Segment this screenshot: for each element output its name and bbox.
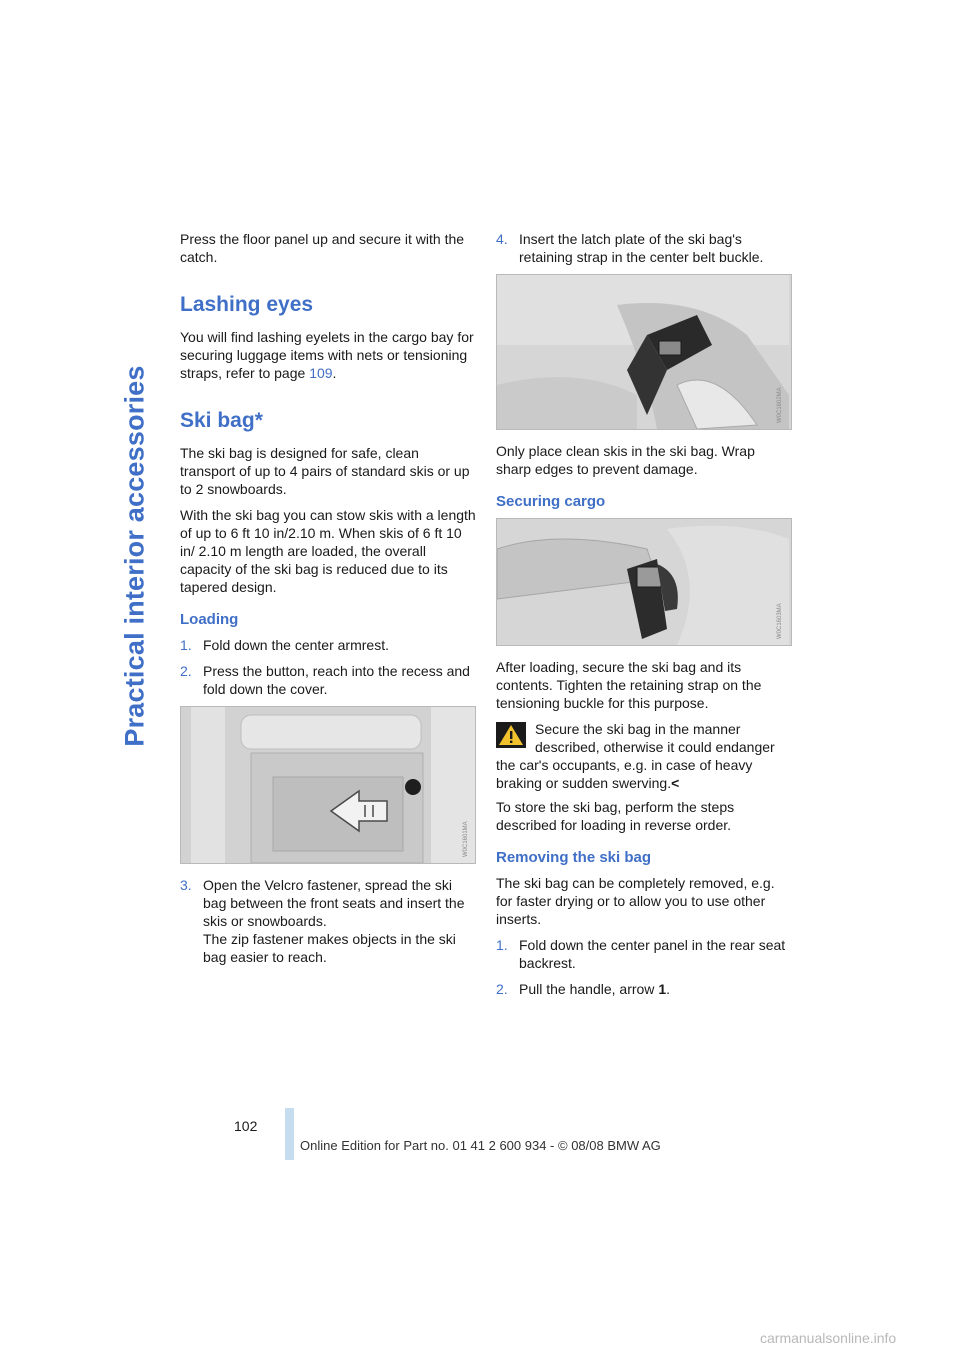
step-number: 4. [496,231,508,247]
step-number: 2. [496,981,508,997]
ski-bag-paragraph-1: The ski bag is designed for safe, clean transport of up to 4 pairs of standard skis or up to 2 snowboards. [180,445,470,497]
securing-cargo-heading: Securing cargo [496,493,606,510]
step-text: Fold down the center armrest. [203,637,389,653]
step-text: Fold down the center panel in the rear seat backrest. [519,937,786,971]
left-column [180,230,476,974]
arrow-number: 1 [658,981,667,997]
step-text: Open the Velcro fastener, spread the ski bag between the front seats and insert the skis or snowboards. [203,877,465,929]
securing-paragraph: After loading, secure the ski bag and its contents. Tighten the retaining strap on the tensioning buckle for this purpose. [496,659,762,711]
removing-paragraph: The ski bag can be completely removed, e.g. for faster drying or to allow you to use other inserts. [496,875,775,927]
step-note: The zip fastener makes objects in the ski bag easier to reach. [203,931,456,965]
step-number: 3. [180,877,192,893]
warning-text-first: Secure the ski bag in the manner described, otherwise it could endanger [535,721,775,755]
ski-bag-paragraph-2: With the ski bag you can stow skis with a length of up to 6 ft 10 in/2.10 m. When skis of 6 ft 10 in/ 2.10 m length are loaded, the overall capacity of the ski bag is reduced due to its tapered design. [180,507,476,595]
removing-step-2 [496,980,792,998]
loading-step-1 [180,636,476,654]
intro-paragraph: Press the floor panel up and secure it with the catch. [180,231,465,265]
step-text: Insert the latch plate of the ski bag's retaining strap in the center belt buckle. [519,231,764,265]
lashing-eyes-heading: Lashing eyes [180,293,314,316]
step-number: 2. [180,663,192,679]
figure-code: W0C1602MA [777,387,783,423]
loading-step-3 [180,876,476,966]
removing-ski-bag-heading: Removing the ski bag [496,849,652,866]
lashing-text: You will find lashing eyelets in the cargo bay for securing luggage items with nets or tensioning straps, refer to page [180,329,474,381]
loading-step-2 [180,662,476,698]
footer-accent-bar [285,1108,294,1160]
lashing-text-end: . [332,365,337,381]
removing-step-1 [496,936,792,972]
watermark: carmanualsonline.info [760,1330,897,1346]
step-text: Press the button, reach into the recess and fold down the cover. [203,663,470,697]
store-paragraph: To store the ski bag, perform the steps described for loading in reverse order. [496,799,735,833]
end-of-warning-mark: < [671,775,680,791]
warning-triangle-icon [496,722,526,748]
side-section-title-text: Practical interior accessories [119,365,150,747]
figure-code: W0C1603MA [777,603,783,639]
step-number: 1. [180,637,192,653]
warning-block [496,720,792,792]
figure-code: W0C1601MA [463,821,469,857]
loading-heading: Loading [180,611,239,628]
edition-notice: Online Edition for Part no. 01 41 2 600 934 - © 08/08 BMW AG [300,1138,661,1153]
tension-strap-illustration [496,518,792,646]
clean-skis-paragraph: Only place clean skis in the ski bag. Wrap sharp edges to prevent damage. [496,443,755,477]
step-text-end: . [666,981,670,997]
side-section-title [112,36,158,1076]
page-number: 102 [234,1118,258,1134]
step-number: 1. [496,937,508,953]
armrest-illustration [180,706,476,864]
lashing-eyes-paragraph [180,328,476,382]
loading-step-4 [496,230,792,266]
belt-buckle-illustration [496,274,792,430]
right-column [496,230,792,1006]
step-text: Pull the handle, arrow [519,981,659,997]
warning-text: the car's occupants, e.g. in case of heavy braking or sudden swerving. [496,757,753,791]
ski-bag-heading: Ski bag* [180,409,263,432]
page-link-109[interactable]: 109 [309,365,333,381]
warning-text-rest [496,756,792,792]
